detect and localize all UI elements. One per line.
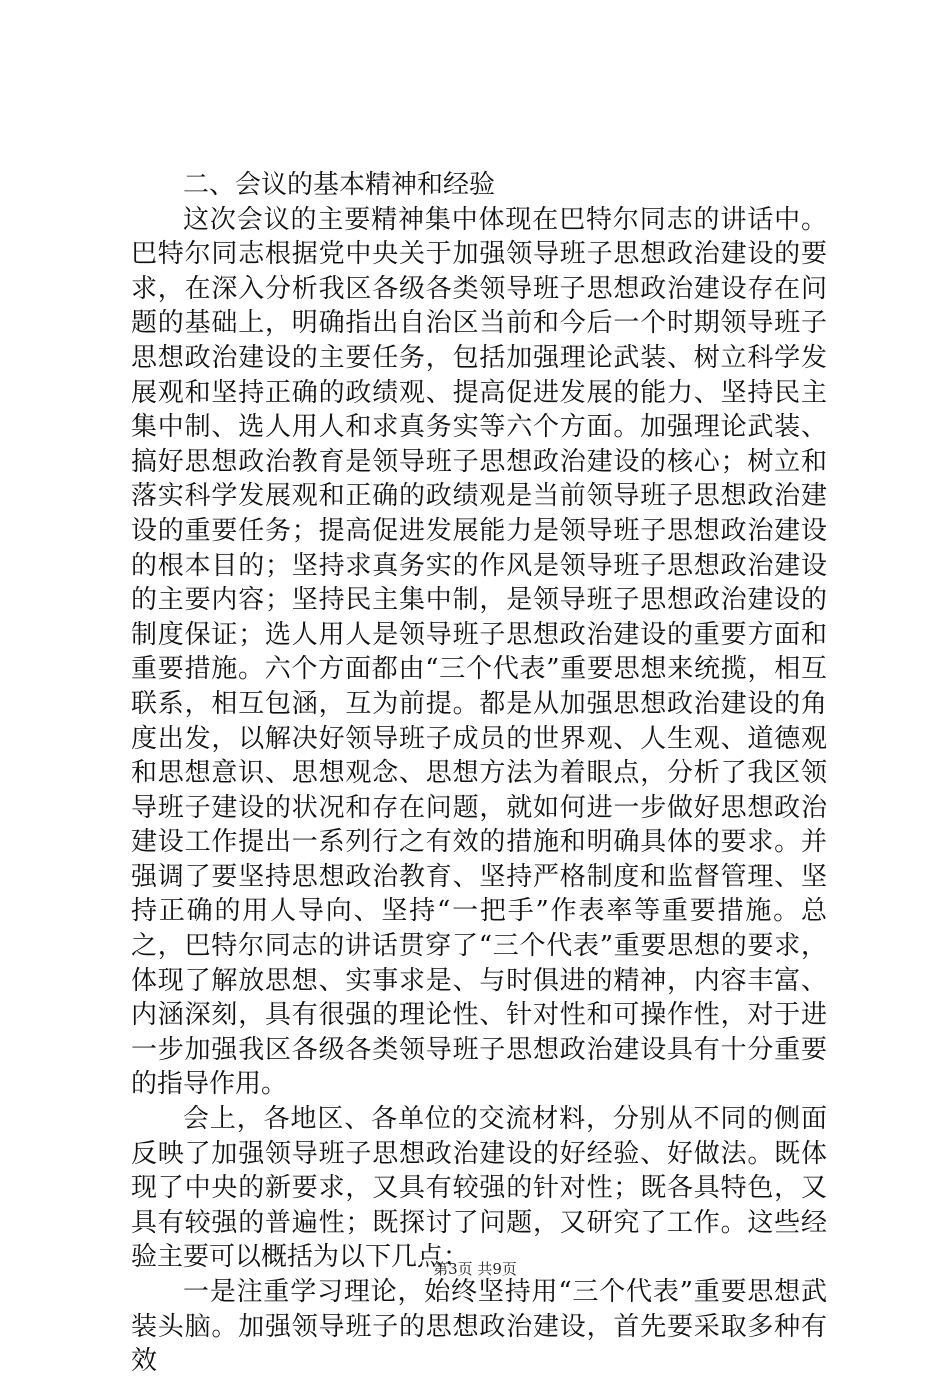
paragraph: 会上，各地区、各单位的交流材料，分别从不同的侧面反映了加强领导班子思想政治建设的好经验、好做法。既体现了中央的新要求，又具有较强的针对性；既各具特色，又具有较强的普遍性；既探讨了问题，又研究了工作。这些经验主要可以概括为以下几点： (131, 1104, 827, 1273)
paragraph: 这次会议的主要精神集中体现在巴特尔同志的讲话中。巴特尔同志根据党中央关于加强领导班子思想政治建设的要求，在深入分析我区各级各类领导班子思想政治建设存在问题的基础上，明确指出自治区当前和今后一个时期领导班子思想政治建设的主要任务，包括加强理论武装、树立科学发展观和坚持正确的政绩观、提高促进发展的能力、坚持民主集中制、选人用人和求真务实等六个方面。加强理论武装、搞好思想政治教育是领导班子思想政治建设的核心；树立和落实科学发展观和正确的政绩观是当前领导班子思想政治建设的重要任务；提高促进发展能力是领导班子思想政治建设的根本目的；坚持求真务实的作风是领导班子思想政治建设的主要内容；坚持民主集中制，是领导班子思想政治建设的制度保证；选人用人是领导班子思想政治建设的重要方面和重要措施。六个方面都由“三个代表”重要思想来统揽，相互联系，相互包涵，互为前提。都是从加强思想政治建设的角度出发，以解决好领导班子成员的世界观、人生观、道德观和思想意识、思想观念、思想方法为着眼点，分析了我区领导班子建设的状况和存在问题，就如何进一步做好思想政治建设工作提出一系列行之有效的措施和明确具体的要求。并强调了要坚持思想政治教育、坚持严格制度和监督管理、坚持正确的用人导向、坚持“一把手”作表率等重要措施。总之，巴特尔同志的讲话贯穿了“三个代表”重要思想的要求，体现了解放思想、实事求是、与时俱进的精神，内容丰富、内涵深刻，具有很强的理论性、针对性和可操作性，对于进一步加强我区各级各类领导班子思想政治建设具有十分重要的指导作用。 (131, 204, 827, 1100)
paragraph: 一是注重学习理论，始终坚持用“三个代表”重要思想武装头脑。加强领导班子的思想政治建设，首先要采取多种有效 (131, 1277, 827, 1377)
document-body (131, 168, 827, 1379)
page-number-footer: 第3页 共9页 (433, 1260, 517, 1278)
section-heading: 二、会议的基本精神和经验 (183, 170, 496, 200)
